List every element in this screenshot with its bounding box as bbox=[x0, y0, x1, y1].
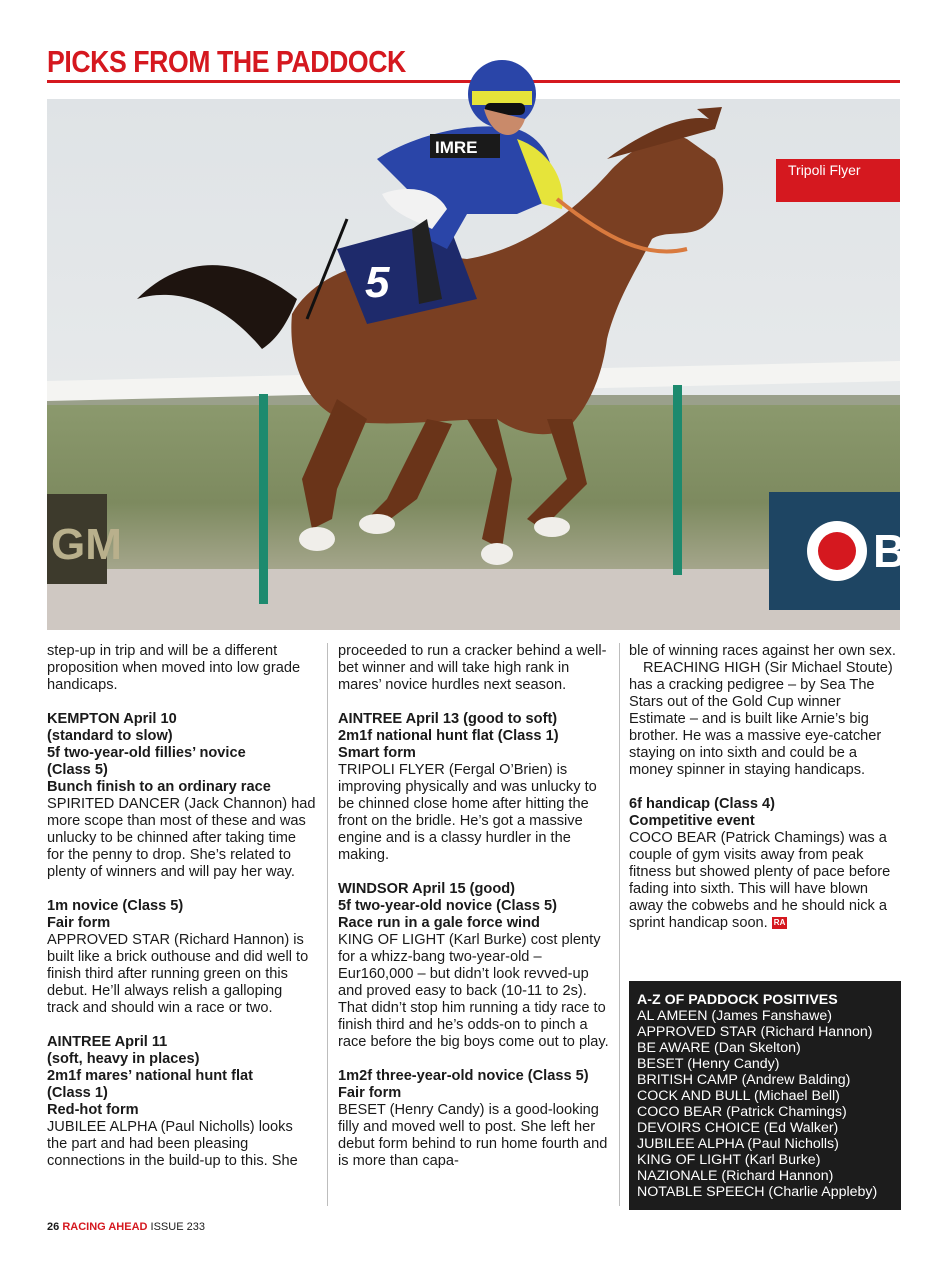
az-paddock-positives-box bbox=[629, 981, 901, 1210]
magazine-name: RACING AHEAD bbox=[62, 1221, 148, 1233]
column-1 bbox=[47, 643, 317, 1170]
az-box-title: A-Z OF PADDOCK POSITIVES bbox=[637, 992, 838, 1008]
az-item: KING OF LIGHT (Karl Burke) bbox=[637, 1152, 821, 1168]
kempton-body: SPIRITED DANCER (Jack Channon) had more scope than most of these and was unlucky to be chinned after taking time for the penny to drop. She’s related to plenty of winners and will pay her way. bbox=[47, 796, 316, 880]
novice-body: APPROVED STAR (Richard Hannon) is built like a brick outhouse and did well to finish third after running green on this debut. He’ll always relish a galloping track and should win a race or two. bbox=[47, 932, 309, 1016]
handicap-heading: 6f handicap (Class 4) bbox=[629, 796, 775, 812]
aintree13-verdict: Smart form bbox=[338, 745, 416, 761]
novice-heading: 1m novice (Class 5) bbox=[47, 898, 184, 914]
novice2-heading: 1m2f three-year-old novice (Class 5) bbox=[338, 1068, 589, 1084]
page-number: 26 bbox=[47, 1221, 60, 1233]
windsor-verdict: Race run in a gale force wind bbox=[338, 915, 540, 931]
kempton-race: 5f two-year-old fillies’ novice bbox=[47, 745, 246, 761]
kempton-verdict: Bunch finish to an ordinary race bbox=[47, 779, 271, 795]
windsor-heading: WINDSOR April 15 (good) bbox=[338, 881, 516, 897]
column-divider bbox=[619, 643, 620, 1206]
aintree11-heading: AINTREE April 11 bbox=[47, 1034, 168, 1050]
col3-intro: ble of winning races against her own sex. bbox=[629, 643, 896, 659]
photo-caption: Tripoli Flyer bbox=[776, 159, 900, 202]
novice2-verdict: Fair form bbox=[338, 1085, 402, 1101]
kempton-heading: KEMPTON April 10 bbox=[47, 711, 177, 727]
az-item: BESET (Henry Candy) bbox=[637, 1056, 780, 1072]
windsor-body: KING OF LIGHT (Karl Burke) cost plenty for a whizz-bang two-year-old – Eur160,000 – but didn’t look revved-up and proved easy to back (10-11 to 2s). That didn’t stop him running a tidy race to finish third and he’s odds-on to pinch a race before the big boys come out to play. bbox=[338, 932, 609, 1050]
aintree13-body: TRIPOLI FLYER (Fergal O’Brien) is improving physically and was unlucky to be chinned close home after hitting the front on the bridle. He’s got a massive engine and is a classy hurdler in the making. bbox=[338, 762, 597, 863]
column-3 bbox=[629, 643, 901, 932]
race-photo bbox=[47, 99, 907, 630]
page-footer bbox=[47, 1221, 205, 1233]
page-title: PICKS FROM THE PADDOCK bbox=[47, 44, 406, 79]
aintree11-race: 2m1f mares’ national hunt flat bbox=[47, 1068, 253, 1084]
aintree11-body: JUBILEE ALPHA (Paul Nicholls) looks the part and had been pleasing connections in the build-up to this. She bbox=[47, 1119, 298, 1169]
column-divider bbox=[327, 643, 328, 1206]
aintree13-heading: AINTREE April 13 (good to soft) bbox=[338, 711, 558, 727]
handicap-body-wrap bbox=[629, 830, 901, 932]
az-item: APPROVED STAR (Richard Hannon) bbox=[637, 1024, 873, 1040]
kempton-going: (standard to slow) bbox=[47, 728, 173, 744]
col2-intro: proceeded to run a cracker behind a well-bet winner and will take high rank in mares’ novice hurdles next season. bbox=[338, 643, 607, 693]
aintree11-verdict: Red-hot form bbox=[47, 1102, 139, 1118]
az-item: COCK AND BULL (Michael Bell) bbox=[637, 1088, 840, 1104]
silks-text: IMRE bbox=[435, 138, 478, 157]
novice2-body: BESET (Henry Candy) is a good-looking filly and moved well to post. She left her debut form behind to run home fourth and is more than capa- bbox=[338, 1102, 608, 1169]
az-item: DEVOIRS CHOICE (Ed Walker) bbox=[637, 1120, 839, 1136]
saddle-number: 5 bbox=[365, 258, 390, 307]
issue-number: ISSUE 233 bbox=[150, 1221, 205, 1233]
column-2 bbox=[338, 643, 610, 1170]
handicap-body: COCO BEAR (Patrick Chamings) was a couple of gym visits away from peak fitness but showed plenty of pace before fading into sixth. This will have blown away the cobwebs and he should nick a sprint handicap soon. bbox=[629, 830, 891, 931]
novice-verdict: Fair form bbox=[47, 915, 111, 931]
handicap-verdict: Competitive event bbox=[629, 813, 755, 829]
aintree13-race: 2m1f national hunt flat (Class 1) bbox=[338, 728, 559, 744]
kempton-class: (Class 5) bbox=[47, 762, 108, 778]
col1-intro: step-up in trip and will be a different proposition when moved into low grade handicaps. bbox=[47, 643, 301, 693]
az-item: COCO BEAR (Patrick Chamings) bbox=[637, 1104, 847, 1120]
aintree11-going: (soft, heavy in places) bbox=[47, 1051, 200, 1067]
az-item: AL AMEEN (James Fanshawe) bbox=[637, 1008, 833, 1024]
az-item: BE AWARE (Dan Skelton) bbox=[637, 1040, 801, 1056]
az-item: BRITISH CAMP (Andrew Balding) bbox=[637, 1072, 851, 1088]
svg-text:B: B bbox=[873, 525, 907, 577]
windsor-race: 5f two-year-old novice (Class 5) bbox=[338, 898, 557, 914]
aintree11-class: (Class 1) bbox=[47, 1085, 108, 1101]
az-item: NOTABLE SPEECH (Charlie Appleby) bbox=[637, 1184, 878, 1200]
svg-text:GM: GM bbox=[51, 520, 122, 569]
az-item: JUBILEE ALPHA (Paul Nicholls) bbox=[637, 1136, 839, 1152]
ra-end-badge: RA bbox=[773, 918, 786, 928]
reaching-high-body: REACHING HIGH (Sir Michael Stoute) has a cracking pedigree – by Sea The Stars out of the Gold Cup winner Estimate – and is built like Arnie’s big brother. He was a massive eye-catcher staying on into sixth and could be a money spinner in staying handicaps. bbox=[629, 660, 893, 778]
az-item: NAZIONALE (Richard Hannon) bbox=[637, 1168, 834, 1184]
